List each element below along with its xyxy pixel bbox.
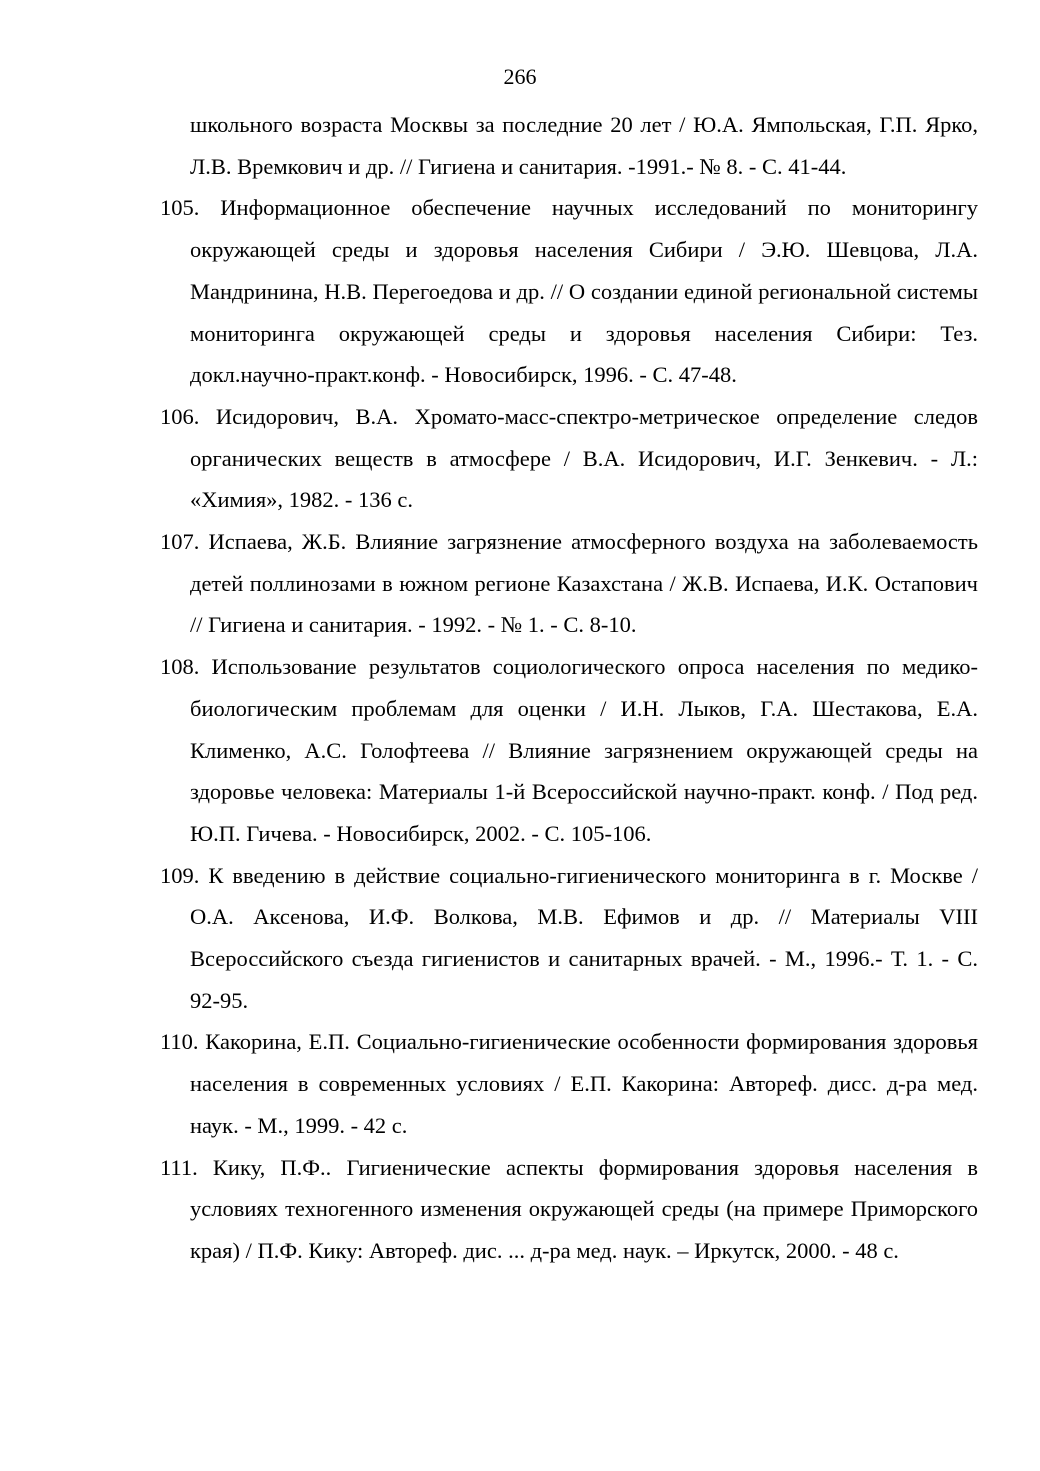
reference-number: 106. [160, 403, 200, 429]
reference-text: Какорина, Е.П. Социально-гигиенические особенности формирования здоровья населения в современных условиях / Е.П. Какорина: Автореф. дисс. д-ра мед. наук. - М., 1999. - 42 с. [190, 1029, 979, 1138]
reference-entry-107 [160, 521, 978, 646]
reference-number: 109. [160, 862, 200, 888]
reference-text: Испаева, Ж.Б. Влияние загрязнение атмосферного воздуха на заболеваемость детей поллинозами в южном регионе Казахстана / Ж.В. Испаева, И.К. Остапович // Гигиена и санитария. - 1992. - № 1. - С. 8-10. [190, 529, 978, 638]
reference-text: Исидорович, В.А. Хромато-масс-спектро-метрическое определение следов органических веществ в атмосфере / В.А. Исидорович, И.Г. Зенкевич. - Л.: «Химия», 1982. - 136 с. [190, 403, 978, 513]
reference-number: 111. [160, 1154, 198, 1180]
reference-list [160, 104, 978, 1272]
reference-entry-108 [160, 646, 978, 855]
reference-text: Использование результатов социологического опроса населения по медико-биологическим проблемам для оценки / И.Н. Лыков, Г.А. Шестакова, Е.А. Клименко, А.С. Голофтеева // Влияние загрязнением окружающей среды на здоровье человека: Материалы 1-й Всероссийской научно-практ. конф. / Под ред. Ю.П. Гичева. - Новосибирск, 2002. - С. 105-106. [190, 654, 978, 846]
page-number: 266 [503, 64, 537, 89]
reference-entry-110 [160, 1021, 978, 1146]
reference-entry-106 [160, 396, 978, 521]
reference-number: 107. [160, 529, 200, 555]
reference-entry-109 [160, 855, 978, 1022]
reference-number: 105. [160, 195, 200, 221]
reference-text: Кику, П.Ф.. Гигиенические аспекты формирования здоровья населения в условиях техногенного изменения окружающей среды (на примере Приморского края) / П.Ф. Кику: Автореф. дис. ... д-ра мед. наук. – Иркутск, 2000. - 48 с. [190, 1154, 979, 1263]
reference-number: 110. [160, 1029, 199, 1055]
reference-text: К введению в действие социально-гигиенического мониторинга в г. Москве / О.А. Аксенова, И.Ф. Волкова, М.В. Ефимов и др. // Материалы VIII Всероссийского съезда гигиенистов и санитарных врачей. - М., 1996.- Т. 1. - С. 92-95. [190, 862, 978, 1013]
reference-entry-105 [160, 187, 978, 396]
reference-number: 108. [160, 654, 200, 680]
reference-text: школьного возраста Москвы за последние 20 лет / Ю.А. Ямпольская, Г.П. Ярко, Л.В. Времкович и др. // Гигиена и санитария. -1991.- № 8. - С. 41-44. [190, 112, 978, 179]
reference-entry-111 [160, 1147, 978, 1272]
reference-entry-continuation [160, 104, 978, 187]
reference-text: Информационное обеспечение научных исследований по мониторингу окружающей среды и здоровья населения Сибири / Э.Ю. Шевцова, Л.А. Мандринина, Н.В. Перегоедова и др. // О создании единой региональной системы мониторинга окружающей среды и здоровья населения Сибири: Тез. докл.научно-практ.конф. - Новосибирск, 1996. - С. 47-48. [190, 195, 978, 388]
